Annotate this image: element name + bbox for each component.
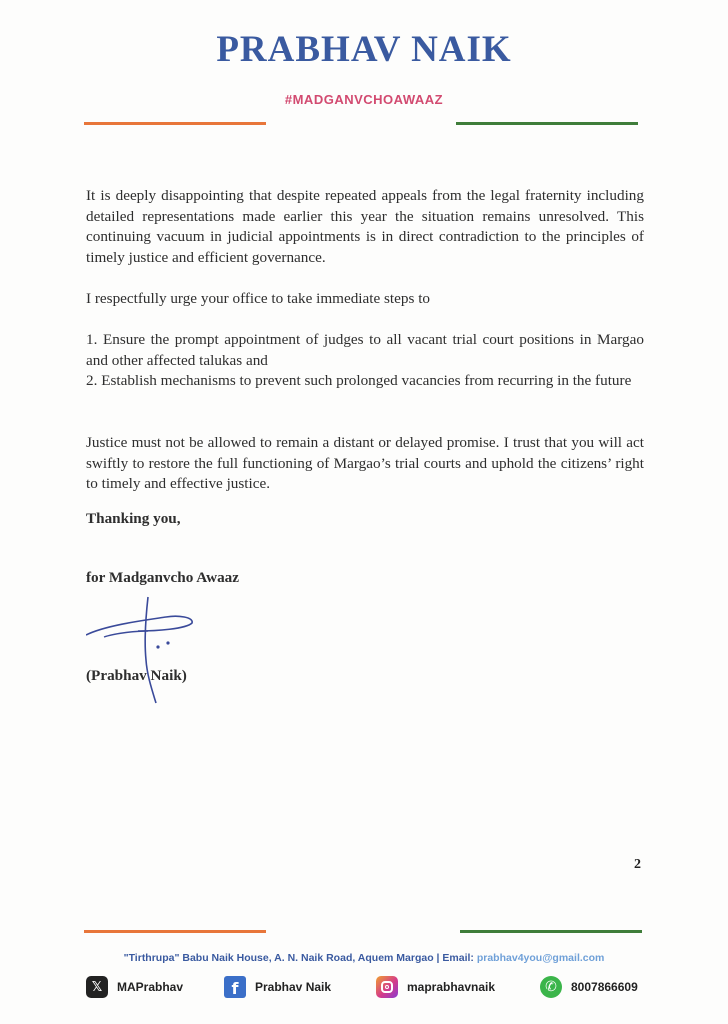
social-x[interactable]	[86, 974, 183, 1000]
whatsapp-icon: ✆	[540, 976, 562, 998]
instagram-handle: maprabhavnaik	[407, 980, 496, 994]
header-rule-green	[456, 122, 638, 125]
footer-rule-green	[460, 930, 642, 933]
whatsapp-number: 8007866609	[571, 980, 638, 994]
list-item: 2. Establish mechanisms to prevent such prolonged vacancies from recurring in the future	[86, 372, 632, 389]
closing-line: Thanking you,	[86, 510, 181, 527]
facebook-name: Prabhav Naik	[255, 980, 332, 994]
list-item: 1. Ensure the prompt appointment of judges to all vacant trial court positions in Margao and other affected talukas and	[86, 331, 644, 369]
social-whatsapp[interactable]	[540, 974, 638, 1000]
facebook-icon: f	[224, 976, 246, 998]
email-link[interactable]: prabhav4you@gmail.com	[476, 952, 605, 964]
paragraph-urge: I respectfully urge your office to take immediate steps to	[86, 290, 431, 307]
letterhead-name: PRABHAV NAIK	[216, 29, 512, 70]
page-number: 2	[634, 857, 641, 872]
paragraph-appeals: It is deeply disappointing that despite repeated appeals from the legal fraternity including detailed representations made earlier this year the situation remains unresolved. This continuing vacuum in judicial appointments is in direct contradiction to the principles of timely justice and efficient governance.	[86, 187, 644, 266]
footer-address	[0, 952, 728, 964]
for-line: for Madganvcho Awaaz	[86, 569, 239, 586]
social-instagram[interactable]	[376, 974, 495, 1000]
address-text: "Tirthrupa" Babu Naik House, A. N. Naik Road, Aquem Margao | Email:	[123, 952, 477, 964]
header-rule-orange	[84, 122, 266, 125]
letterhead-hashtag: #MADGANVCHOAWAAZ	[284, 92, 444, 107]
x-handle: MAPrabhav	[117, 980, 184, 994]
instagram-icon	[376, 976, 398, 998]
paragraph-justice: Justice must not be allowed to remain a distant or delayed promise. I trust that you will act swiftly to restore the full functioning of Margao’s trial courts and uphold the citizens’ right to timely and effective justice.	[86, 434, 644, 492]
x-icon: 𝕏	[86, 976, 108, 998]
signatory-name: (Prabhav Naik)	[86, 667, 187, 684]
social-facebook[interactable]	[224, 974, 331, 1000]
footer-rule-orange	[84, 930, 266, 933]
signature-mark	[86, 595, 206, 705]
